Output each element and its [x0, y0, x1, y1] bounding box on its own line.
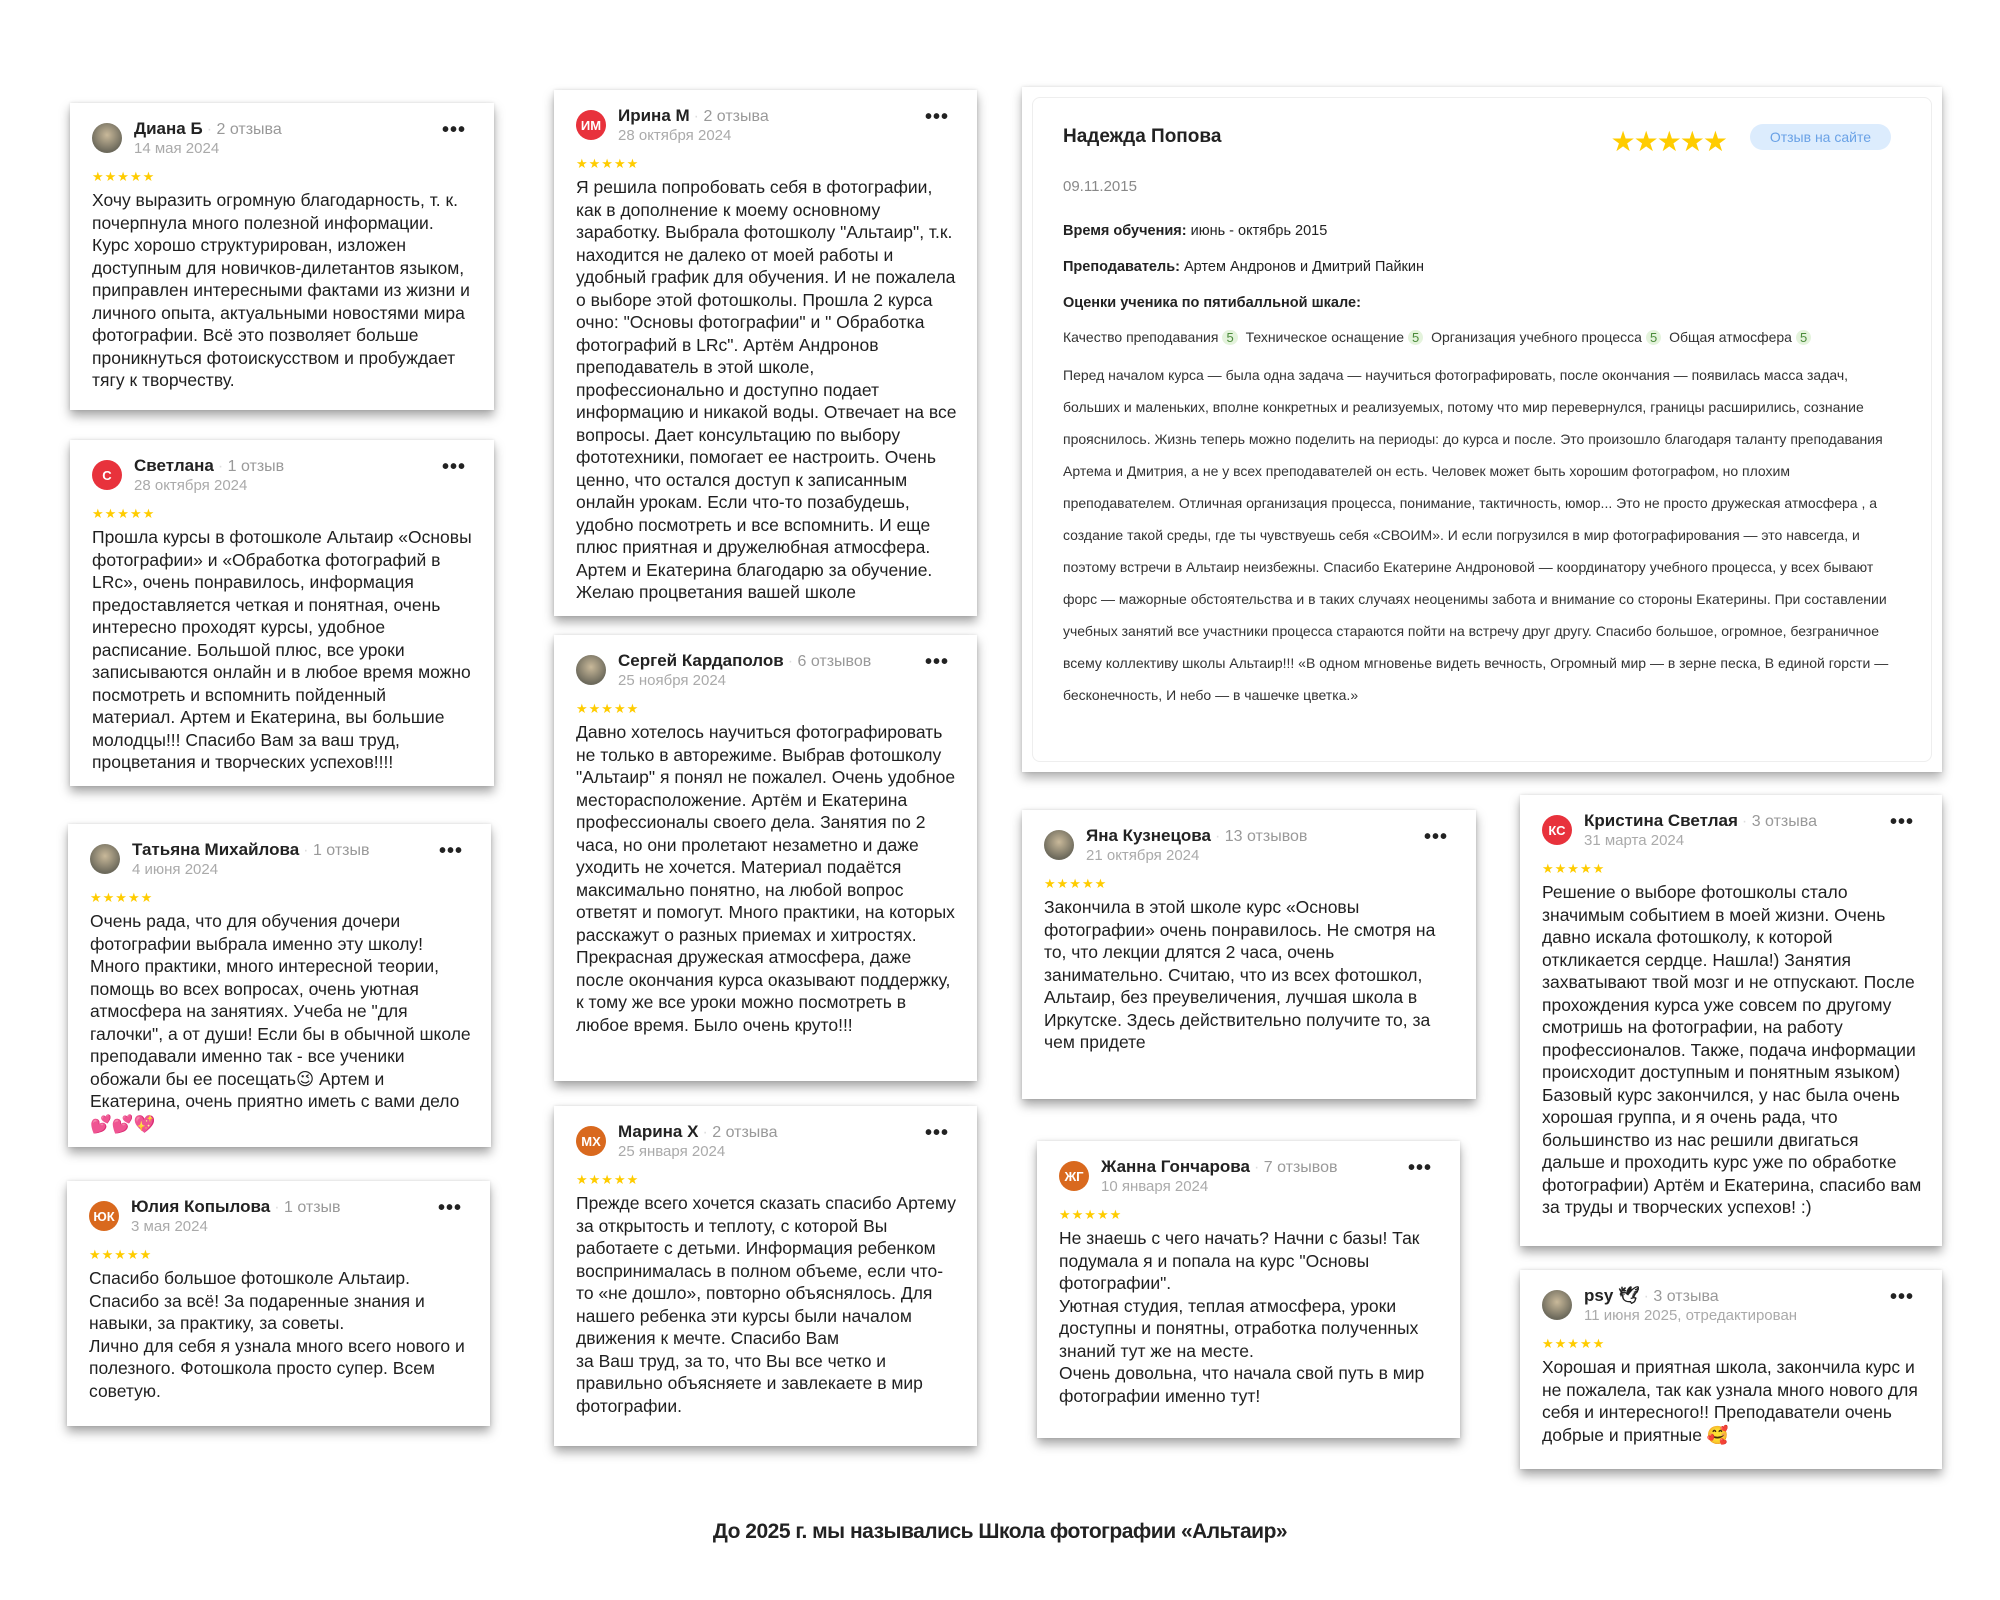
review-date: 25 ноября 2024	[618, 672, 727, 689]
review-card	[1520, 1270, 1942, 1469]
review-date: 3 мая 2024	[131, 1218, 208, 1235]
review-date: 28 октября 2024	[134, 477, 248, 494]
score-label: Качество преподавания	[1063, 329, 1219, 345]
review-count: · 2 отзыва	[694, 108, 769, 125]
review-card	[67, 1181, 490, 1426]
review-text: Перед началом курса — была одна задача — научиться фотографировать, после окончания — появилась масса задач, больших и маленьких, вполне конкретных и реализуемых, потому что мир перевернулся, границы расширились, сознание прояснилось. Жизнь теперь можно поделить на периоды: до курса и после. Это произошло благодаря таланту преподавания Артема и Дмитрия, а не у всех преподавателей он есть. Человек может быть хорошим фотографом, но плохим преподавателем. Отличная организация процесса, понимание, тактичность, юмор... Это не просто дружеская атмосфера , а создание такой среды, где ты чувствуешь себя «СВОИМ». И если погрузился в мир фотографирования — это навсегда, и поэтому встречи в Альтаир неизбежны. Спасибо Екатерине Андроновой — координатору учебного процесса, у всех бывают форс — мажорные обстоятельства и в таких случаях неоценимы забота и внимание со стороны Екатерины. При составлении учебных занятий все участники процесса стараются пойти на встречу друг другу. Спасибо большое, огромное, безграничное всему коллективу школы Альтаир!!! «В одном мгновенье видеть вечность, Огромный мир — в зерне песка, В единой горсти — бесконечность, И небо — в чашечке цветка.»	[1063, 367, 1889, 703]
reviewer-name[interactable]: Кристина Светлая	[1584, 811, 1738, 830]
score-label: Организация учебного процесса	[1431, 329, 1642, 345]
rating-stars: ★★★★★	[576, 1172, 640, 1187]
rating-stars: ★★★★★	[1542, 861, 1606, 876]
review-card	[70, 440, 494, 786]
more-options-icon[interactable]: •••	[437, 1197, 462, 1219]
review-date: 25 января 2024	[618, 1143, 726, 1160]
review-count: · 6 отзывов	[788, 653, 872, 670]
review-text: Хочу выразить огромную благодарность, т. к. почерпнула много полезной информации. Курс хорошо структурирован, изложен доступным для новичков-дилетантов языком, приправлен интересными фактами из жизни и личного опыта, актуальными новостями мира фотографии. Всё это позволяет больше проникнуться фотоискусством и пробуждает тягу к творчеству.	[92, 190, 470, 390]
review-card	[68, 824, 491, 1147]
reviewer-name[interactable]: Юлия Копылова	[131, 1197, 271, 1216]
avatar[interactable]	[92, 123, 122, 153]
avatar[interactable]	[90, 844, 120, 874]
reviewer-name: Надежда Попова	[1063, 126, 1222, 147]
review-text: Спасибо большое фотошколе Альтаир. Спасибо за всё! За подаренные знания и навыки, за практику, за советы. Лично для себя я узнала много всего нового и полезного. Фотошкола просто супер. Всем советую.	[89, 1268, 465, 1401]
review-count: · 2 отзыва	[207, 121, 282, 138]
review-card	[554, 1106, 977, 1446]
review-card	[1022, 810, 1476, 1099]
more-options-icon[interactable]: •••	[441, 456, 466, 478]
footer-note: До 2025 г. мы назывались Школа фотографии «Альтаир»	[712, 1520, 1288, 1543]
review-card	[1520, 795, 1942, 1246]
rating-stars: ★★★★★	[1044, 876, 1108, 891]
teacher-value: Артем Андронов и Дмитрий Пайкин	[1183, 259, 1424, 275]
score-label: Техническое оснащение	[1245, 329, 1404, 345]
avatar[interactable]	[576, 655, 606, 685]
review-on-site-button[interactable]: Отзыв на сайте	[1750, 124, 1891, 150]
review-date: 21 октября 2024	[1086, 847, 1200, 864]
review-date: 31 марта 2024	[1584, 832, 1685, 849]
reviewer-name[interactable]: Ирина М	[618, 106, 690, 125]
more-options-icon[interactable]: •••	[1407, 1157, 1432, 1179]
rating-stars: ★★★★★	[576, 156, 640, 171]
review-date: 14 мая 2024	[134, 140, 220, 157]
scores-row	[1063, 329, 1901, 345]
avatar[interactable]: ИМ	[576, 110, 606, 140]
review-card	[70, 103, 494, 410]
review-card	[554, 90, 977, 616]
more-options-icon[interactable]: •••	[1889, 811, 1914, 833]
more-options-icon[interactable]: •••	[924, 651, 949, 673]
review-date: 10 января 2024	[1101, 1178, 1209, 1195]
more-options-icon[interactable]: •••	[1423, 826, 1448, 848]
review-count: · 2 отзыва	[702, 1124, 777, 1141]
review-text: Прежде всего хочется сказать спасибо Артему за открытость и теплоту, с которой Вы работаете с детьми. Информация ребенком воспринималась в полном объеме, если что-то «не дошло», повторно объяснялось. Для нашего ребенка эти курсы были началом движения к мечте. Спасибо Вам за Ваш труд, за то, что Вы все четко и правильно объясняете и завлекаете в мир фотографии.	[576, 1193, 956, 1416]
review-date: 28 октября 2024	[618, 127, 732, 144]
score-badge: 5	[1222, 330, 1237, 345]
review-text: Прошла курсы в фотошколе Альтаир «Основы фотографии» и «Обработка фотографий в LRc», очень понравилось, информация предоставляется четкая и понятная, очень интересно проходят курсы, удобное расписание. Большой плюс, все уроки записываются онлайн и в любое время можно посмотреть и вспомнить пойденный материал. Артем и Екатерина, вы большие молодцы!!! Спасибо Вам за ваш труд, процветания и творческих успехов!!!!	[92, 527, 472, 772]
avatar[interactable]	[1542, 1290, 1572, 1320]
rating-stars: ★★★★★	[1542, 1336, 1606, 1351]
featured-review-card	[1022, 87, 1942, 772]
rating-stars: ★★★★★	[89, 1247, 153, 1262]
review-text: Давно хотелось научиться фотографировать не только в авторежиме. Выбрав фотошколу "Альтаир" я понял не пожалел. Очень удобное месторасположение. Артём и Екатерина профессионалы своего дела. Занятия по 2 часа, но они пролетают незаметно и даже уходить не хочется. Материал подаётся максимально понятно, на любой вопрос ответят и помогут. Много практики, на которых расскажут о разных приемах и хитростях. Прекрасная дружеская атмосфера, даже после окончания курса оказывают поддержку, к тому же все уроки можно посмотреть в любое время. Было очень круто!!!	[576, 722, 956, 1035]
review-date: 4 июня 2024	[132, 861, 219, 878]
reviewer-name[interactable]: Диана Б	[134, 119, 203, 138]
more-options-icon[interactable]: •••	[924, 106, 949, 128]
reviewer-name[interactable]: psy 🕊	[1584, 1286, 1640, 1305]
rating-stars: ★★★★★	[92, 169, 156, 184]
score-label: Общая атмосфера	[1669, 329, 1792, 345]
study-time-label: Время обучения:	[1063, 223, 1187, 239]
avatar[interactable]: КС	[1542, 815, 1572, 845]
review-text: Я решила попробовать себя в фотографии, как в дополнение к моему основному заработку. Выбрала фотошколу "Альтаир", т.к. находится не далеко от моей работы и удобный график для обучения. И не пожалела о выборе этой фотошколы. Прошла 2 курса очно: "Основы фотографии" и " Обработка фотографий в LRc". Артём Андронов преподаватель в этой школе, профессионально и доступно подает информацию и никакой воды. Отвечает на все вопросы. Дает консультацию по выбору фототехники, помогает ее настроить. Очень ценно, что остался доступ к записанным онлайн урокам. Если что-то позабудешь, удобно посмотреть и все вспомнить. И еще плюс приятная и дружелюбная атмосфера. Артем и Екатерина благодарю за обучение. Желаю процветания вашей школе	[576, 177, 957, 602]
review-count: · 3 отзыва	[1644, 1288, 1719, 1305]
more-options-icon[interactable]: •••	[441, 119, 466, 141]
avatar[interactable]: ЖГ	[1059, 1161, 1089, 1191]
reviewer-name[interactable]: Сергей Кардаполов	[618, 651, 784, 670]
study-time-value: июнь - октябрь 2015	[1190, 223, 1328, 239]
reviewer-name[interactable]: Жанна Гончарова	[1101, 1157, 1250, 1176]
avatar[interactable]: ЮК	[89, 1201, 119, 1231]
teacher-label: Преподаватель:	[1063, 259, 1180, 275]
review-date: 11 июня 2025, отредактирован	[1584, 1307, 1798, 1324]
rating-stars: ★★★★★	[90, 890, 154, 905]
review-count: · 7 отзывов	[1254, 1159, 1338, 1176]
review-count: · 1 отзыв	[303, 842, 369, 859]
rating-stars: ★★★★★	[92, 506, 156, 521]
reviewer-name[interactable]: Татьяна Михайлова	[132, 840, 300, 859]
review-text: Хорошая и приятная школа, закончила курс и не пожалела, так как узнала много нового для себя и интересного!! Преподаватели очень добрые и приятные 🥰	[1542, 1357, 1918, 1445]
review-text: Закончила в этой школе курс «Основы фотографии» очень понравилось. Не смотря на то, что лекции длятся 2 часа, очень занимательно. Считаю, что из всех фотошкол, Альтаир, без преувеличения, лучшая школа в Иркутске. Здесь действительно получите то, за чем придете	[1044, 897, 1436, 1052]
review-count: · 3 отзыва	[1742, 813, 1817, 830]
rating-stars: ★★★★★	[1610, 126, 1726, 157]
avatar[interactable]: С	[92, 460, 122, 490]
review-text: Очень рада, что для обучения дочери фотографии выбрала именно эту школу! Много практики, много интересной теории, помощь во всех вопросах, очень уютная атмосфера на занятиях. Учеба не "для галочки", а от души! Если бы в обычной школе преподавали именно так - все ученики обожали бы ее посещать😉 Артем и Екатерина, очень приятно иметь с вами дело💕💕💖	[90, 911, 471, 1134]
review-card	[554, 635, 977, 1081]
reviewer-name[interactable]: Яна Кузнецова	[1086, 826, 1211, 845]
review-text: Не знаешь с чего начать? Начни с базы! Так подумала я и попала на курс "Основы фотографии". Уютная студия, теплая атмосфера, уроки доступны и понятны, отработка полученных знаний тут же на месте. Очень довольна, что начала свой путь в мир фотографии именно тут!	[1059, 1228, 1425, 1406]
review-date: 09.11.2015	[1063, 178, 1137, 195]
review-text: Решение о выборе фотошколы стало значимым событием в моей жизни. Очень давно искала фотошколу, к которой откликается сердце. Нашла!) Занятия захватывают твой мозг и не отпускают. После прохождения курса уже совсем по другому смотришь на фотографии, на работу профессионалов. Также, подача информации происходит доступным и понятным языком) Базовый курс закончился, у нас была очень хорошая группа, и я очень рада, что большинство из нас решили двигаться дальше и проходить курс уже по обработке фотографии) Артём и Екатерина, спасибо вам за труды и творческих успехов! :)	[1542, 882, 1922, 1217]
rating-stars: ★★★★★	[1059, 1207, 1123, 1222]
review-count: · 13 отзывов	[1215, 828, 1307, 845]
reviewer-name[interactable]: Марина Х	[618, 1122, 699, 1141]
review-card	[1037, 1141, 1460, 1438]
more-options-icon[interactable]: •••	[924, 1122, 949, 1144]
more-options-icon[interactable]: •••	[1889, 1286, 1914, 1308]
more-options-icon[interactable]: •••	[438, 840, 463, 862]
scores-label: Оценки ученика по пятибалльной шкале:	[1063, 295, 1361, 311]
reviewer-name[interactable]: Светлана	[134, 456, 214, 475]
score-badge: 5	[1646, 330, 1661, 345]
avatar[interactable]	[1044, 830, 1074, 860]
score-badge: 5	[1408, 330, 1423, 345]
rating-stars: ★★★★★	[576, 701, 640, 716]
score-badge: 5	[1796, 330, 1811, 345]
avatar[interactable]: МХ	[576, 1126, 606, 1156]
review-count: · 1 отзыв	[274, 1199, 340, 1216]
review-count: · 1 отзыв	[218, 458, 284, 475]
